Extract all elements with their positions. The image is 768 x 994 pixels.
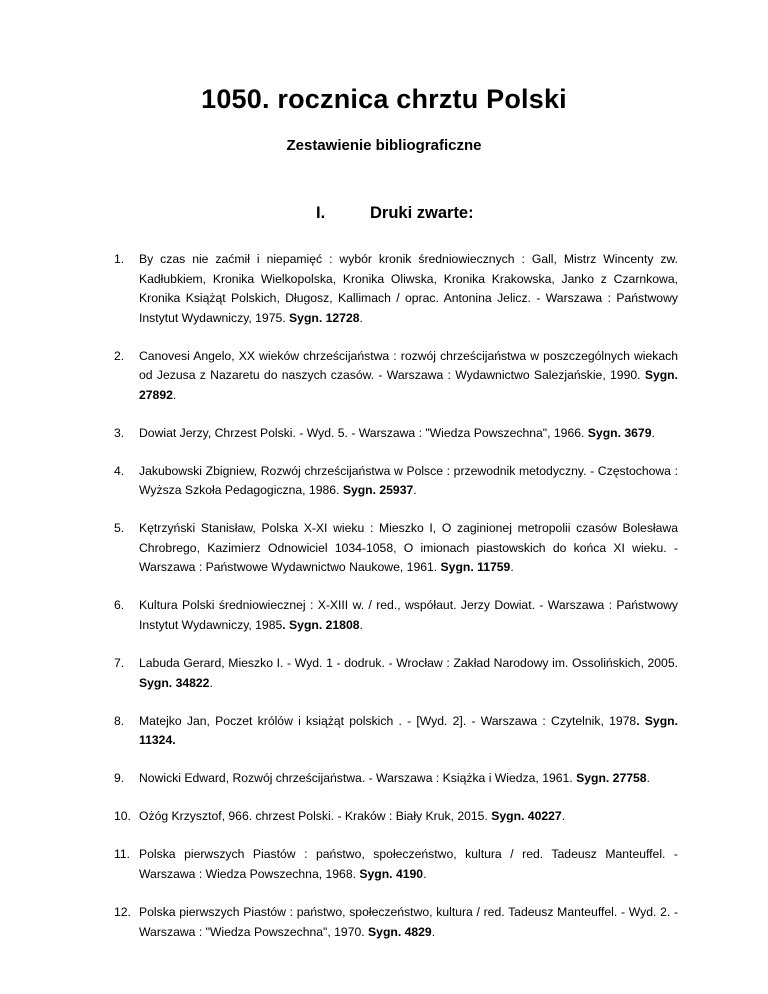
item-number: 5.: [114, 521, 125, 536]
list-item: [114, 807, 678, 827]
item-number: 11.: [114, 847, 131, 862]
item-text: Polska pierwszych Piastów : państwo, społeczeństwo, kultura / red. Tadeusz Manteuffel. - Warszawa : Wiedza Powszechna, 1968.: [139, 847, 678, 881]
item-end: .: [209, 675, 213, 690]
item-number: 2.: [114, 348, 125, 363]
item-text: Kętrzyński Stanisław, Polska X-XI wieku : Mieszko I, O zaginionej metropolii czasów Bolesława Chrobrego, Kazimierz Odnowiciel 1034-1058, O imionach piastowskich do końca XI wieku. - Warszawa : Państwowe Wydawnictwo Naukowe, 1961.: [139, 521, 678, 575]
bibliography-list: [114, 250, 678, 961]
item-number: 8.: [114, 713, 125, 728]
item-number: 4.: [114, 463, 125, 478]
item-end: .: [651, 425, 655, 440]
item-number: 12.: [114, 905, 131, 920]
item-signature: Sygn. 3679: [587, 425, 652, 440]
item-text: Labuda Gerard, Mieszko I. - Wyd. 1 - dodruk. - Wrocław : Zakład Narodowy im. Ossolińskich, 2005.: [139, 656, 678, 671]
item-text: By czas nie zaćmił i niepamięć : wybór kronik średniowiecznych : Gall, Mistrz Wincenty zw. Kadłubkiem, Kronika Wielkopolska, Kronika Oliwska, Kronika Krakowska, Janko z Czarnkowa, Kronika Książąt Polskich, Długosz, Kallimach / oprac. Antonina Jelicz. - Warszawa : Państwowy Instytut Wydawniczy, 1975.: [139, 252, 678, 325]
item-signature: Sygn. 25937: [342, 483, 414, 498]
item-text: Nowicki Edward, Rozwój chrześcijaństwa. - Warszawa : Książka i Wiedza, 1961.: [139, 771, 577, 786]
item-signature: Sygn. 4190: [359, 866, 424, 881]
item-text: Matejko Jan, Poczet królów i książąt polskich . - [Wyd. 2]. - Warszawa : Czytelnik, 1978: [139, 713, 637, 728]
item-text: Jakubowski Zbigniew, Rozwój chrześcijaństwa w Polsce : przewodnik metodyczny. - Częstochowa : Wyższa Szkoła Pedagogiczna, 1986.: [139, 463, 678, 498]
page-subtitle: Zestawienie bibliograficzne: [286, 137, 482, 154]
page-title: 1050. rocznica chrztu Polski: [201, 84, 567, 114]
item-signature: Sygn. 4829: [368, 924, 432, 939]
item-text: Ożóg Krzysztof, 966. chrzest Polski. - Kraków : Biały Kruk, 2015.: [139, 809, 492, 824]
item-number: 6.: [114, 598, 125, 613]
item-number: 7.: [114, 656, 125, 671]
list-item: [114, 712, 678, 751]
item-signature: Sygn. 11759: [440, 560, 511, 575]
item-number: 3.: [114, 425, 125, 440]
list-item: [114, 903, 678, 942]
item-signature: Sygn. 12728: [289, 310, 360, 325]
item-signature: Sygn. 34822: [139, 675, 210, 690]
section-title: Druki zwarte:: [370, 204, 474, 222]
list-item: [114, 347, 678, 406]
list-item: [114, 654, 678, 693]
item-end: .: [510, 560, 514, 575]
list-item: [114, 250, 678, 328]
item-end: .: [359, 617, 363, 632]
item-end: .: [431, 924, 436, 939]
item-text: Polska pierwszych Piastów : państwo, społeczeństwo, kultura / red. Tadeusz Manteuffel. - Wyd. 2. - Warszawa : "Wiedza Powszechna", 1970.: [139, 905, 678, 939]
item-text: Canovesi Angelo, XX wieków chrześcijaństwa : rozwój chrześcijaństwa w poszczególnych wiekach od Jezusa z Nazaretu do naszych czasów. - Warszawa : Wydawnictwo Salezjańskie, 1990.: [139, 348, 678, 383]
list-item: [114, 462, 678, 501]
item-signature: Sygn. 40227: [491, 809, 562, 824]
item-text: Kultura Polski średniowiecznej : X-XIII w. / red., współaut. Jerzy Dowiat. - Warszawa : Państwowy Instytut Wydawniczy, 1985: [139, 598, 678, 632]
item-end: .: [423, 866, 427, 881]
item-end: .: [646, 771, 650, 786]
item-number: 1.: [114, 252, 125, 266]
list-item: [114, 519, 678, 578]
list-item: [114, 845, 678, 884]
item-end: .: [561, 809, 566, 824]
item-end: .: [413, 483, 417, 498]
item-signature: . Sygn. 21808: [282, 617, 360, 632]
item-end: .: [359, 310, 363, 325]
list-item: [114, 769, 678, 789]
section-number: I.: [316, 204, 326, 222]
item-signature: Sygn. 27758: [576, 771, 647, 786]
item-number: 10.: [114, 809, 131, 824]
item-signature: . Sygn. 11324.: [139, 713, 678, 748]
list-item: [114, 424, 678, 444]
item-signature: Sygn. 27892: [139, 368, 678, 402]
item-text: Dowiat Jerzy, Chrzest Polski. - Wyd. 5. - Warszawa : "Wiedza Powszechna", 1966.: [139, 425, 588, 440]
item-end: .: [172, 387, 177, 402]
item-number: 9.: [114, 771, 125, 786]
list-item: [114, 596, 678, 635]
